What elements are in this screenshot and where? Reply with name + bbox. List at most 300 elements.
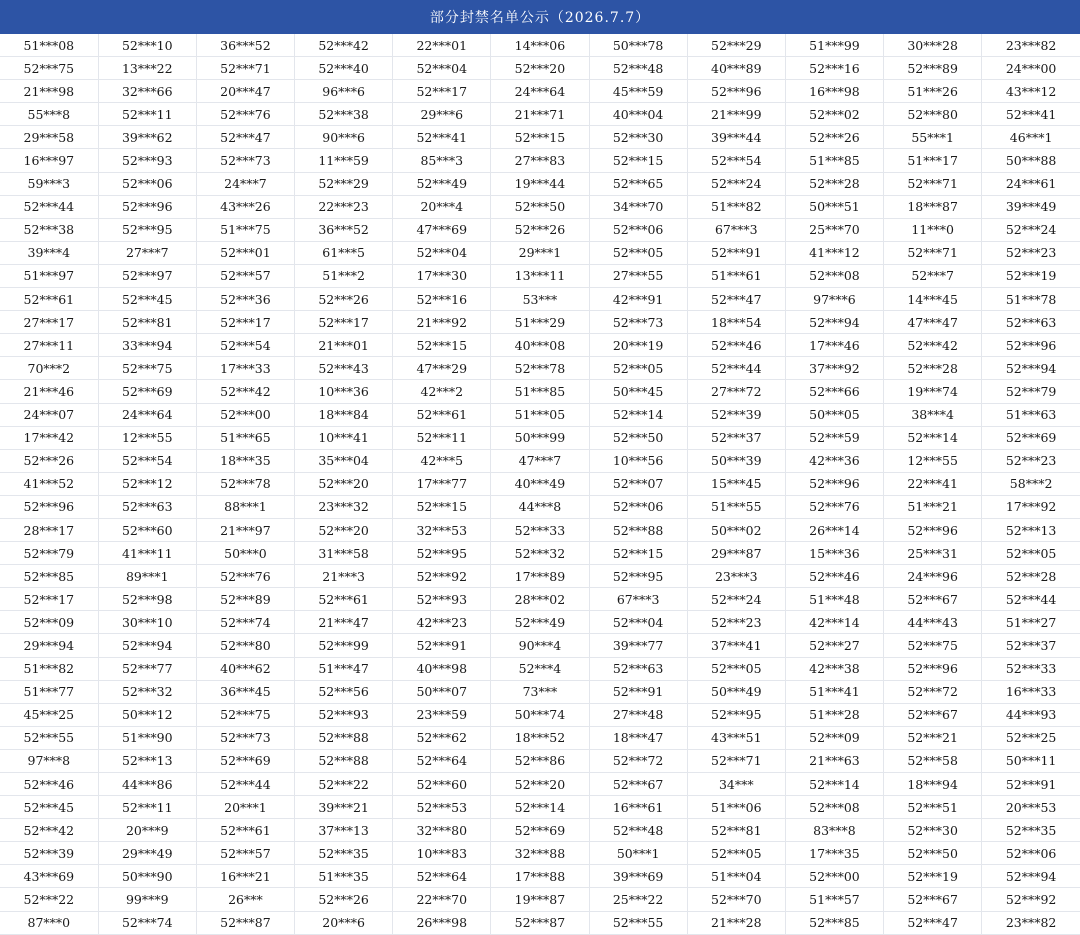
table-cell: 52***89 [884, 57, 982, 80]
table-cell: 39***44 [687, 126, 785, 149]
table-cell: 52***74 [98, 911, 196, 934]
table-row [0, 588, 1080, 611]
table-cell: 27***72 [687, 380, 785, 403]
table-cell: 52***96 [884, 657, 982, 680]
table-cell: 51***29 [491, 311, 589, 334]
table-cell: 52***46 [0, 773, 98, 796]
table-cell: 47***29 [393, 357, 491, 380]
table-cell: 52***96 [687, 80, 785, 103]
table-cell: 51***04 [687, 865, 785, 888]
table-cell: 52***42 [0, 819, 98, 842]
table-cell: 18***35 [196, 449, 294, 472]
table-row [0, 311, 1080, 334]
table-cell: 52***91 [687, 241, 785, 264]
table-cell: 50***12 [98, 703, 196, 726]
table-row [0, 842, 1080, 865]
table-cell: 52***61 [295, 588, 393, 611]
table-cell: 53*** [491, 288, 589, 311]
table-cell: 24***64 [98, 403, 196, 426]
table-cell: 52***37 [687, 426, 785, 449]
table-cell: 39***21 [295, 796, 393, 819]
table-cell: 50***39 [687, 449, 785, 472]
table-cell: 52***69 [196, 749, 294, 772]
table-cell: 21***47 [295, 611, 393, 634]
table-cell: 40***89 [687, 57, 785, 80]
table-cell: 52***49 [491, 611, 589, 634]
table-cell: 51***61 [687, 264, 785, 287]
table-cell: 52***67 [884, 888, 982, 911]
table-cell: 34***70 [589, 195, 687, 218]
table-cell: 52***15 [491, 126, 589, 149]
table-cell: 52***64 [393, 749, 491, 772]
table-cell: 52***60 [98, 518, 196, 541]
page-title: 部分封禁名单公示（2026.7.7） [0, 0, 1080, 34]
table-cell: 29***49 [98, 842, 196, 865]
table-row [0, 264, 1080, 287]
table-cell: 52***21 [884, 726, 982, 749]
table-row [0, 911, 1080, 934]
table-cell: 24***07 [0, 403, 98, 426]
table-cell: 52***66 [785, 380, 883, 403]
table-row [0, 634, 1080, 657]
table-cell: 52***73 [196, 149, 294, 172]
table-cell: 52***77 [98, 657, 196, 680]
table-cell: 17***92 [982, 495, 1080, 518]
table-cell: 52***96 [785, 472, 883, 495]
table-cell: 52***51 [884, 796, 982, 819]
table-row [0, 288, 1080, 311]
table-cell: 51***57 [785, 888, 883, 911]
table-cell: 13***22 [98, 57, 196, 80]
table-row [0, 403, 1080, 426]
table-cell: 52***71 [687, 749, 785, 772]
table-cell: 21***01 [295, 334, 393, 357]
table-row [0, 149, 1080, 172]
table-cell: 52***79 [0, 542, 98, 565]
table-cell: 52***27 [785, 634, 883, 657]
table-cell: 52***12 [98, 472, 196, 495]
table-cell: 52***85 [0, 565, 98, 588]
table-cell: 52***06 [589, 218, 687, 241]
table-cell: 52***39 [0, 842, 98, 865]
table-row [0, 657, 1080, 680]
table-cell: 52***78 [196, 472, 294, 495]
table-cell: 52***93 [393, 588, 491, 611]
table-cell: 52***71 [196, 57, 294, 80]
table-cell: 52***43 [295, 357, 393, 380]
table-cell: 29***1 [491, 241, 589, 264]
table-cell: 47***7 [491, 449, 589, 472]
table-cell: 44***86 [98, 773, 196, 796]
table-cell: 52***42 [884, 334, 982, 357]
table-cell: 52***89 [196, 588, 294, 611]
table-cell: 52***54 [98, 449, 196, 472]
table-cell: 51***63 [982, 403, 1080, 426]
table-row [0, 334, 1080, 357]
table-cell: 52***76 [785, 495, 883, 518]
table-cell: 52***69 [982, 426, 1080, 449]
table-cell: 15***36 [785, 542, 883, 565]
table-cell: 44***93 [982, 703, 1080, 726]
table-cell: 18***87 [884, 195, 982, 218]
table-cell: 52***11 [98, 796, 196, 819]
table-cell: 51***78 [982, 288, 1080, 311]
table-cell: 14***45 [884, 288, 982, 311]
table-cell: 52***58 [884, 749, 982, 772]
table-cell: 52***74 [196, 611, 294, 634]
table-cell: 51***41 [785, 680, 883, 703]
table-cell: 21***98 [0, 80, 98, 103]
table-cell: 52***23 [687, 611, 785, 634]
table-cell: 51***08 [0, 34, 98, 57]
table-cell: 52***26 [0, 449, 98, 472]
table-cell: 17***35 [785, 842, 883, 865]
table-cell: 38***4 [884, 403, 982, 426]
table-cell: 73*** [491, 680, 589, 703]
table-cell: 67***3 [687, 218, 785, 241]
table-cell: 51***97 [0, 264, 98, 287]
table-row [0, 472, 1080, 495]
table-cell: 21***71 [491, 103, 589, 126]
table-cell: 52***24 [687, 172, 785, 195]
table-cell: 52***11 [98, 103, 196, 126]
table-row [0, 172, 1080, 195]
table-row [0, 241, 1080, 264]
table-cell: 52***49 [393, 172, 491, 195]
table-cell: 18***94 [884, 773, 982, 796]
table-cell: 52***47 [884, 911, 982, 934]
table-cell: 50***51 [785, 195, 883, 218]
table-cell: 52***22 [295, 773, 393, 796]
table-cell: 52***88 [589, 518, 687, 541]
table-cell: 52***64 [393, 865, 491, 888]
table-row [0, 703, 1080, 726]
table-row [0, 542, 1080, 565]
table-cell: 51***65 [196, 426, 294, 449]
table-cell: 52***09 [785, 726, 883, 749]
table-cell: 21***63 [785, 749, 883, 772]
table-cell: 52***15 [589, 542, 687, 565]
table-cell: 37***92 [785, 357, 883, 380]
table-cell: 27***55 [589, 264, 687, 287]
table-cell: 52***14 [589, 403, 687, 426]
table-cell: 52***94 [982, 357, 1080, 380]
table-row [0, 749, 1080, 772]
table-cell: 52***44 [982, 588, 1080, 611]
table-cell: 52***61 [0, 288, 98, 311]
table-cell: 24***00 [982, 57, 1080, 80]
table-cell: 41***11 [98, 542, 196, 565]
table-cell: 52***88 [295, 749, 393, 772]
table-row [0, 218, 1080, 241]
table-cell: 43***51 [687, 726, 785, 749]
table-cell: 52***30 [884, 819, 982, 842]
table-cell: 42***14 [785, 611, 883, 634]
table-cell: 52***94 [982, 865, 1080, 888]
table-cell: 17***30 [393, 264, 491, 287]
table-cell: 29***58 [0, 126, 98, 149]
table-cell: 52***11 [393, 426, 491, 449]
table-cell: 22***23 [295, 195, 393, 218]
table-cell: 52***04 [589, 611, 687, 634]
table-cell: 52***24 [982, 218, 1080, 241]
table-cell: 52***16 [785, 57, 883, 80]
table-cell: 51***99 [785, 34, 883, 57]
table-cell: 52***05 [687, 657, 785, 680]
table-cell: 52***75 [196, 703, 294, 726]
table-cell: 51***47 [295, 657, 393, 680]
table-cell: 50***02 [687, 518, 785, 541]
table-cell: 52***69 [491, 819, 589, 842]
table-cell: 52***06 [982, 842, 1080, 865]
table-cell: 24***61 [982, 172, 1080, 195]
table-cell: 52***26 [785, 126, 883, 149]
table-row [0, 611, 1080, 634]
table-cell: 52***38 [0, 218, 98, 241]
table-cell: 52***28 [982, 565, 1080, 588]
table-cell: 39***62 [98, 126, 196, 149]
table-cell: 26***98 [393, 911, 491, 934]
table-cell: 34*** [687, 773, 785, 796]
table-cell: 42***38 [785, 657, 883, 680]
table-cell: 23***59 [393, 703, 491, 726]
table-cell: 50***88 [982, 149, 1080, 172]
table-cell: 52***55 [589, 911, 687, 934]
table-cell: 29***6 [393, 103, 491, 126]
table-cell: 52***71 [884, 241, 982, 264]
table-cell: 51***26 [884, 80, 982, 103]
table-cell: 25***31 [884, 542, 982, 565]
table-cell: 19***87 [491, 888, 589, 911]
table-cell: 85***3 [393, 149, 491, 172]
table-cell: 52***44 [687, 357, 785, 380]
table-cell: 52***44 [0, 195, 98, 218]
table-cell: 52***47 [687, 288, 785, 311]
table-cell: 52***44 [196, 773, 294, 796]
table-cell: 52***93 [295, 703, 393, 726]
table-cell: 43***26 [196, 195, 294, 218]
table-cell: 52***09 [0, 611, 98, 634]
table-cell: 51***05 [491, 403, 589, 426]
table-cell: 52***13 [982, 518, 1080, 541]
table-cell: 52***55 [0, 726, 98, 749]
table-cell: 52***76 [196, 103, 294, 126]
table-cell: 36***45 [196, 680, 294, 703]
table-cell: 18***52 [491, 726, 589, 749]
table-cell: 52***29 [295, 172, 393, 195]
table-cell: 15***45 [687, 472, 785, 495]
table-cell: 50***90 [98, 865, 196, 888]
table-cell: 52***42 [295, 34, 393, 57]
table-cell: 51***75 [196, 218, 294, 241]
table-cell: 41***12 [785, 241, 883, 264]
table-cell: 52***57 [196, 264, 294, 287]
table-row [0, 819, 1080, 842]
table-cell: 52***01 [196, 241, 294, 264]
table-row [0, 865, 1080, 888]
table-cell: 52***91 [982, 773, 1080, 796]
table-cell: 51***85 [491, 380, 589, 403]
table-cell: 14***06 [491, 34, 589, 57]
table-cell: 52***00 [785, 865, 883, 888]
table-cell: 30***28 [884, 34, 982, 57]
table-cell: 52***30 [589, 126, 687, 149]
table-cell: 20***1 [196, 796, 294, 819]
table-cell: 21***99 [687, 103, 785, 126]
table-row [0, 126, 1080, 149]
table-cell: 20***19 [589, 334, 687, 357]
table-cell: 52***50 [884, 842, 982, 865]
table-cell: 52***19 [982, 264, 1080, 287]
table-cell: 52***54 [687, 149, 785, 172]
table-cell: 52***7 [884, 264, 982, 287]
table-cell: 51***35 [295, 865, 393, 888]
table-cell: 52***60 [393, 773, 491, 796]
table-cell: 50***49 [687, 680, 785, 703]
table-cell: 52***50 [589, 426, 687, 449]
table-row [0, 449, 1080, 472]
table-cell: 24***7 [196, 172, 294, 195]
table-cell: 52***06 [98, 172, 196, 195]
table-row [0, 495, 1080, 518]
table-cell: 19***44 [491, 172, 589, 195]
table-cell: 25***22 [589, 888, 687, 911]
table-cell: 52***47 [196, 126, 294, 149]
table-cell: 19***74 [884, 380, 982, 403]
table-row [0, 357, 1080, 380]
table-cell: 52***87 [491, 911, 589, 934]
table-cell: 52***62 [393, 726, 491, 749]
table-cell: 52***81 [98, 311, 196, 334]
table-cell: 50***45 [589, 380, 687, 403]
table-cell: 52***92 [393, 565, 491, 588]
table-cell: 37***41 [687, 634, 785, 657]
table-cell: 42***91 [589, 288, 687, 311]
table-cell: 27***7 [98, 241, 196, 264]
table-cell: 52***96 [0, 495, 98, 518]
table-cell: 18***84 [295, 403, 393, 426]
table-cell: 52***26 [295, 288, 393, 311]
table-cell: 21***46 [0, 380, 98, 403]
table-row [0, 888, 1080, 911]
table-row [0, 518, 1080, 541]
table-cell: 52***65 [589, 172, 687, 195]
table-cell: 10***56 [589, 449, 687, 472]
table-cell: 46***1 [982, 126, 1080, 149]
table-cell: 52***20 [295, 518, 393, 541]
table-cell: 83***8 [785, 819, 883, 842]
table-cell: 52***17 [295, 311, 393, 334]
table-cell: 23***82 [982, 911, 1080, 934]
table-cell: 44***8 [491, 495, 589, 518]
table-cell: 52***95 [589, 565, 687, 588]
table-cell: 52***91 [589, 680, 687, 703]
table-cell: 23***3 [687, 565, 785, 588]
table-cell: 61***5 [295, 241, 393, 264]
table-cell: 40***49 [491, 472, 589, 495]
table-cell: 52***94 [785, 311, 883, 334]
table-cell: 52***50 [491, 195, 589, 218]
table-cell: 52***38 [295, 103, 393, 126]
table-cell: 21***28 [687, 911, 785, 934]
table-cell: 50***11 [982, 749, 1080, 772]
table-cell: 50***78 [589, 34, 687, 57]
table-cell: 10***83 [393, 842, 491, 865]
table-cell: 52***61 [393, 403, 491, 426]
table-cell: 52***42 [196, 380, 294, 403]
table-cell: 42***23 [393, 611, 491, 634]
table-cell: 52***61 [196, 819, 294, 842]
table-cell: 52***15 [393, 334, 491, 357]
table-cell: 97***8 [0, 749, 98, 772]
table-cell: 43***12 [982, 80, 1080, 103]
table-cell: 22***01 [393, 34, 491, 57]
table-cell: 45***59 [589, 80, 687, 103]
table-row [0, 426, 1080, 449]
table-cell: 39***4 [0, 241, 98, 264]
table-cell: 17***89 [491, 565, 589, 588]
table-cell: 52***57 [196, 842, 294, 865]
table-cell: 50***99 [491, 426, 589, 449]
table-cell: 52***06 [589, 495, 687, 518]
table-cell: 52***16 [393, 288, 491, 311]
table-cell: 52***39 [687, 403, 785, 426]
table-cell: 52***75 [884, 634, 982, 657]
table-cell: 52***67 [589, 773, 687, 796]
table-cell: 52***81 [687, 819, 785, 842]
table-cell: 52***15 [393, 495, 491, 518]
table-cell: 52***56 [295, 680, 393, 703]
table-cell: 52***35 [982, 819, 1080, 842]
table-cell: 52***79 [982, 380, 1080, 403]
table-cell: 23***82 [982, 34, 1080, 57]
table-cell: 52***41 [393, 126, 491, 149]
table-cell: 32***88 [491, 842, 589, 865]
table-cell: 17***33 [196, 357, 294, 380]
table-row [0, 103, 1080, 126]
table-cell: 11***59 [295, 149, 393, 172]
table-cell: 52***53 [393, 796, 491, 819]
table-cell: 32***80 [393, 819, 491, 842]
table-cell: 32***53 [393, 518, 491, 541]
table-cell: 52***48 [589, 57, 687, 80]
table-cell: 23***32 [295, 495, 393, 518]
table-row [0, 80, 1080, 103]
table-cell: 27***83 [491, 149, 589, 172]
table-cell: 52***86 [491, 749, 589, 772]
table-cell: 96***6 [295, 80, 393, 103]
table-cell: 24***96 [884, 565, 982, 588]
table-cell: 37***13 [295, 819, 393, 842]
table-cell: 52***23 [982, 241, 1080, 264]
table-cell: 55***1 [884, 126, 982, 149]
table-cell: 52***20 [491, 773, 589, 796]
table-cell: 99***9 [98, 888, 196, 911]
table-row [0, 726, 1080, 749]
table-cell: 52***15 [589, 149, 687, 172]
table-cell: 36***52 [196, 34, 294, 57]
table-cell: 52***95 [687, 703, 785, 726]
table-cell: 52***32 [491, 542, 589, 565]
table-row [0, 796, 1080, 819]
table-cell: 51***28 [785, 703, 883, 726]
table-cell: 10***36 [295, 380, 393, 403]
table-cell: 70***2 [0, 357, 98, 380]
table-cell: 43***69 [0, 865, 98, 888]
table-cell: 52***76 [196, 565, 294, 588]
table-row [0, 57, 1080, 80]
table-cell: 52***96 [98, 195, 196, 218]
